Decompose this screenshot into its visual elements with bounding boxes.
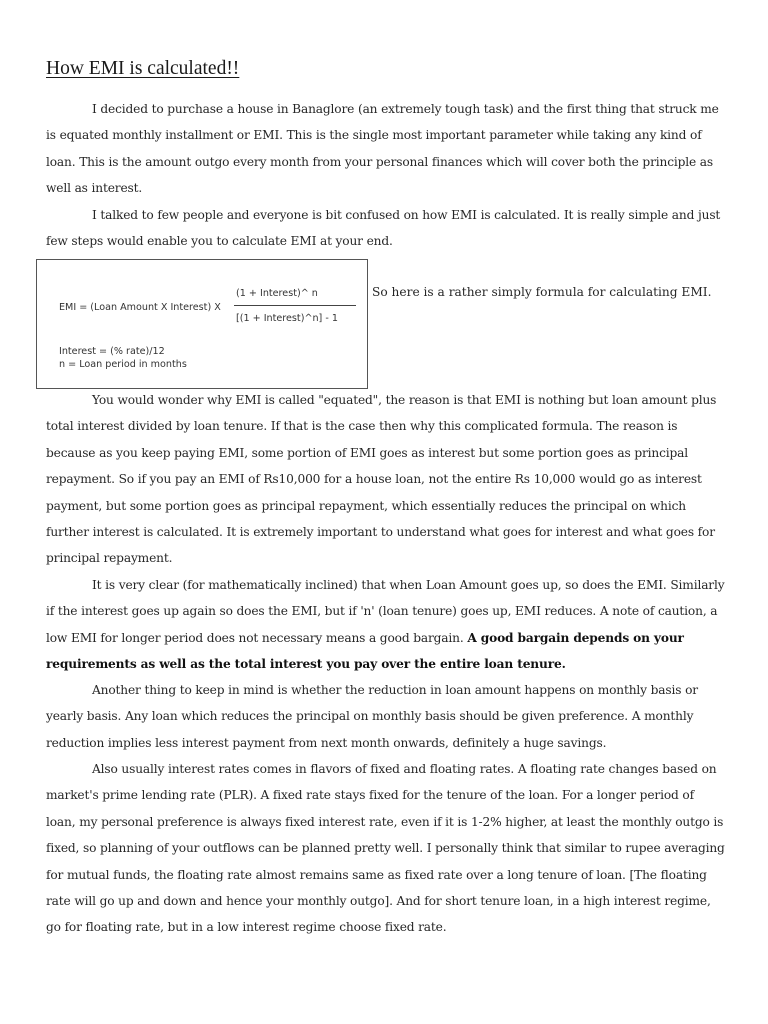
paragraph-loan-amount-bold: A good bargain depends on your requirements as well as the total interest you pay over the entire loan tenure. [46,630,684,672]
formula-interest-definition: Interest = (% rate)/12 [59,346,165,357]
paragraph-fixed-floating: Also usually interest rates comes in flavors of fixed and floating rates. A floating rate changes based on market's prime lending rate (PLR). A fixed rate stays fixed for the tenure of the loan. For a longer period of loan, my personal preference is always fixed interest rate, even if it is 1-2% higher, at least the monthly outgo is fixed, so planning of your outflows can be planned pretty well. I personally think that similar to rupee averaging for mutual funds, the floating rate almost remains same as fixed rate over a long tenure of loan. [The floating rate will go up and down and hence your monthly outgo]. And for short tenure loan, in a high interest regime, go for floating rate, but in a low interest regime choose fixed rate. [46,762,725,935]
formula-lhs: EMI = (Loan Amount X Interest) X [59,302,221,313]
paragraph-intro: I decided to purchase a house in Banaglore (an extremely tough task) and the first thing that struck me is equated monthly installment or EMI. This is the single most important parameter while taking any kind of loan. This is the amount outgo every month from your personal finances which will cover both the principle as well as interest. [46,102,719,196]
paragraph-monthly-reduction: Another thing to keep in mind is whether the reduction in loan amount happens on monthly basis or yearly basis. Any loan which reduces the principal on monthly basis should be given preference. A monthly reduction implies less interest payment from next month onwards, definitely a huge savings. [46,683,698,750]
formula-fraction-bar [234,305,356,306]
formula-n-definition: n = Loan period in months [59,359,187,370]
paragraph-few-steps: I talked to few people and everyone is bit confused on how EMI is calculated. It is really simple and just few steps would enable you to calculate EMI at your end. [46,208,721,249]
paragraph-equated: You would wonder why EMI is called "equated", the reason is that EMI is nothing but loan amount plus total interest divided by loan tenure. If that is the case then why this complicated formula. The reason is because as you keep paying EMI, some portion of EMI goes as interest but some portion goes as principal repayment. So if you pay an EMI of Rs10,000 for a house loan, not the entire Rs 10,000 would go as interest payment, but some portion goes as principal repayment, which essentially reduces the principal on which further interest is calculated. It is extremely important to understand what goes for interest and what goes for principal repayment. [46,393,717,566]
page-title: How EMI is calculated!! [46,58,240,79]
formula-side-note: So here is a rather simply formula for calculating EMI. [372,285,712,299]
emi-formula-box [36,259,368,389]
paragraph-loan-amount-text: It is very clear (for mathematically inclined) that when Loan Amount goes up, so does the EMI. Similarly if the interest goes up again so does the EMI, but if 'n' (loan tenure) goes up, EMI reduces. A note of caution, a low EMI for longer period does not necessary means a good bargain. [46,578,725,645]
formula-denominator: [(1 + Interest)^n] - 1 [236,313,338,324]
paragraph-loan-amount [46,572,726,678]
formula-numerator: (1 + Interest)^ n [236,288,318,299]
